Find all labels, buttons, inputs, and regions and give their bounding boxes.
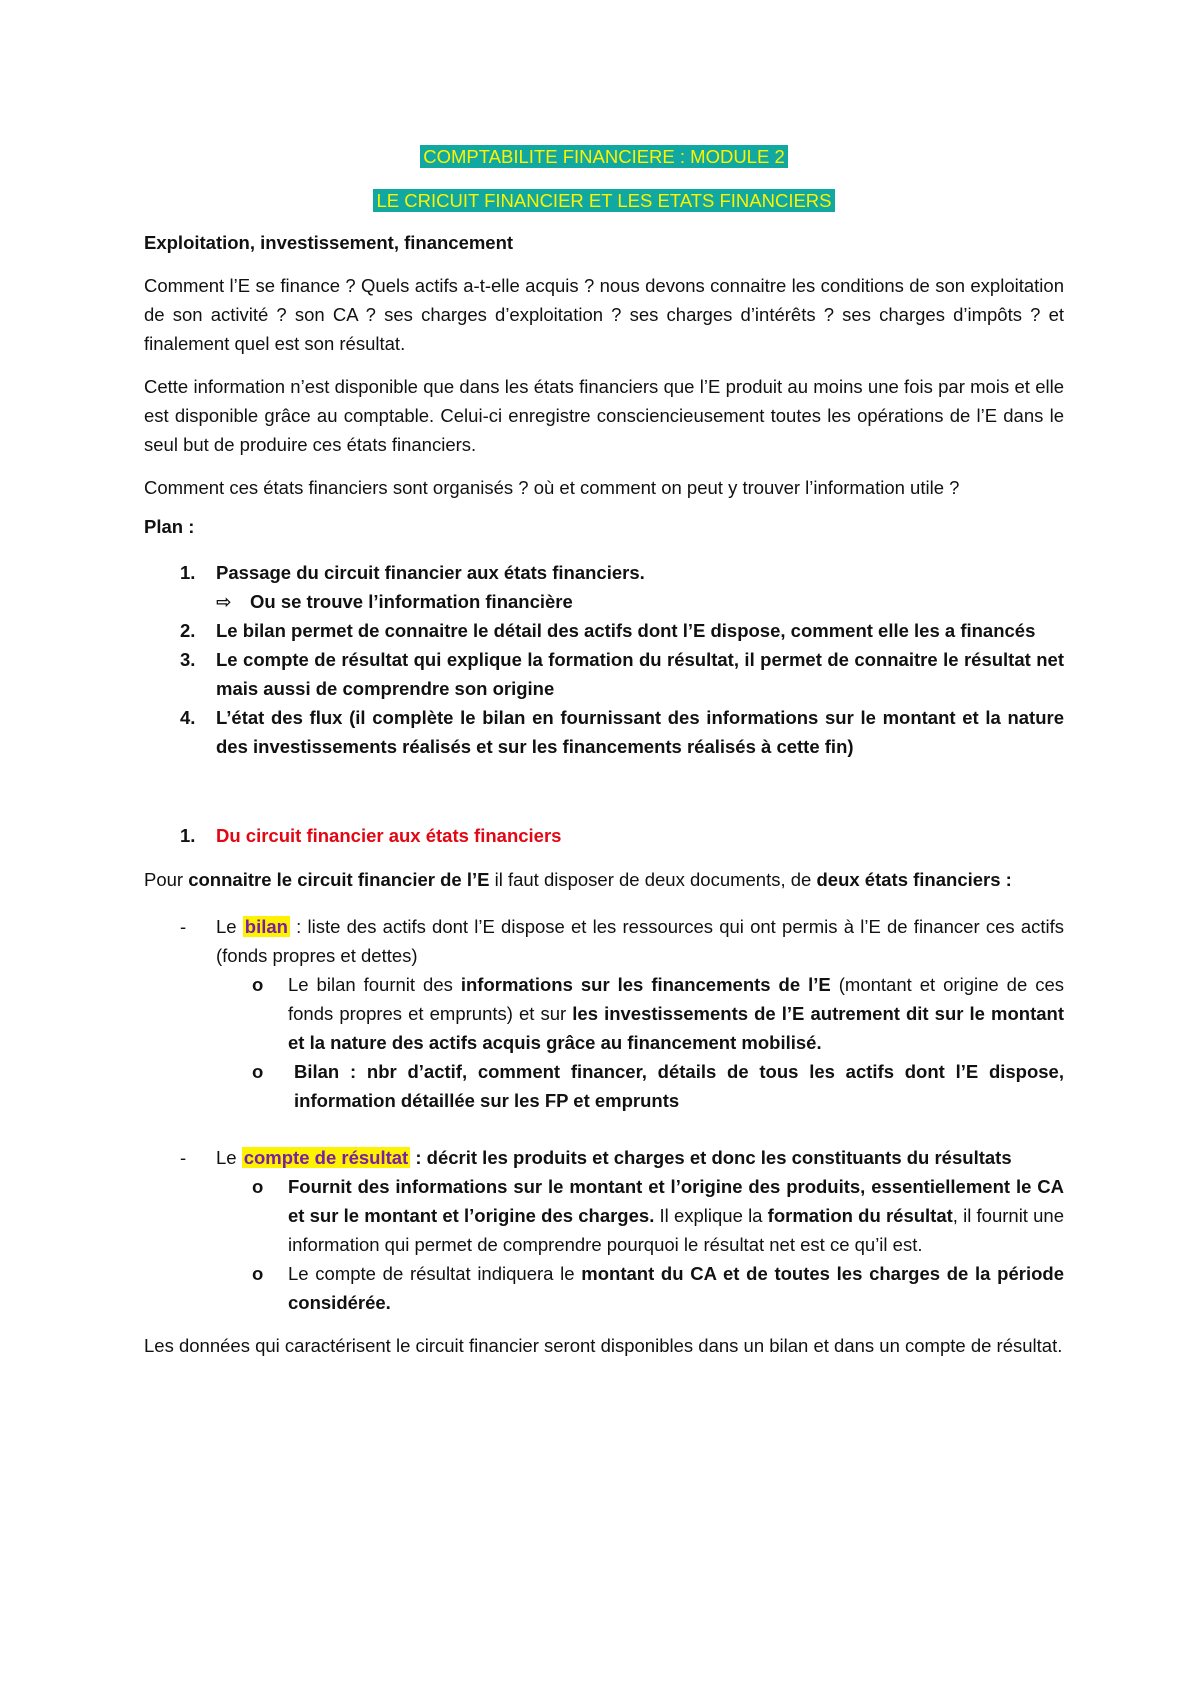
plan-item-1: 1. Passage du circuit financier aux états financiers. ⇨ Ou se trouve l’information financière bbox=[144, 558, 1064, 616]
bilan-subitem-2: o Bilan : nbr d’actif, comment financer, détails de tous les actifs dont l’E dispose, information détaillée sur les FP et emprunts bbox=[252, 1061, 1064, 1111]
document-body bbox=[144, 146, 1064, 1360]
compte-resultat-term: compte de résultat bbox=[243, 1147, 409, 1168]
compte-resultat-subitem-1: o Fournit des informations sur le montant et l’origine des produits, essentiellement le CA et sur le montant et l’origine des charges. Il explique la formation du résultat, il fournit une information qui permet de comprendre pourquoi le résultat net est ce qu’il est. bbox=[252, 1176, 1064, 1255]
title2-highlight: LE CRICUIT FINANCIER ET LES ETATS FINANCIERS bbox=[373, 189, 834, 212]
paragraph-2: Cette information n’est disponible que dans les états financiers que l’E produit au moins une fois par mois et elle est disponible grâce au comptable. Celui-ci enregistre consciencieusement toutes les opérations de l’E dans le seul but de produire ces états financiers. bbox=[144, 376, 1064, 455]
compte-resultat-item: - Le compte de résultat : décrit les produits et charges et donc les constituants du résultats bbox=[180, 1147, 1012, 1168]
plan-item-2: 2. Le bilan permet de connaitre le détail des actifs dont l’E dispose, comment elle les a financés bbox=[180, 620, 1036, 641]
arrow-icon: ⇨ bbox=[216, 591, 232, 612]
plan-item-4: 4. L’état des flux (il complète le bilan en fournissant des informations sur le montant et la nature des investissements réalisés et sur les financements réalisés à cette fin) bbox=[180, 707, 1064, 757]
plan-label: Plan : bbox=[144, 516, 195, 537]
paragraph-3: Comment ces états financiers sont organisés ? où et comment on peut y trouver l’information utile ? bbox=[144, 477, 960, 498]
bilan-subitem-1: o Le bilan fournit des informations sur les financements de l’E (montant et origine de ces fonds propres et emprunts) et sur les investissements de l’E autrement dit sur le montant et la nature des actifs acquis grâce au financement mobilisé. bbox=[252, 974, 1065, 1053]
bilan-item: - Le bilan : liste des actifs dont l’E dispose et les ressources qui ont permis à l’E de financer ces actifs (fonds propres et dettes) bbox=[180, 916, 1065, 966]
section-subtitle: Exploitation, investissement, financement bbox=[144, 232, 514, 253]
document-subtitle-heading bbox=[144, 190, 1064, 212]
bilan-term: bilan bbox=[244, 916, 288, 937]
section-1-heading: 1. Du circuit financier aux états financiers bbox=[180, 825, 562, 846]
intro-paragraph: Pour connaitre le circuit financier de l’E il faut disposer de deux documents, de deux états financiers : bbox=[144, 869, 1012, 890]
plan-list bbox=[144, 558, 1064, 761]
title-highlight: COMPTABILITE FINANCIERE : MODULE 2 bbox=[420, 145, 788, 168]
plan-item-3: 3. Le compte de résultat qui explique la formation du résultat, il permet de connaitre le résultat net mais aussi de comprendre son origine bbox=[180, 649, 1064, 699]
document-title bbox=[144, 146, 1064, 168]
compte-resultat-subitem-2: o Le compte de résultat indiquera le montant du CA et de toutes les charges de la période considérée. bbox=[252, 1263, 1065, 1313]
paragraph-1: Comment l’E se finance ? Quels actifs a-t-elle acquis ? nous devons connaitre les conditions de son exploitation de son activité ? son CA ? ses charges d’exploitation ? ses charges d’intérêts ? ses charges d’impôts ? et finalement quel est son résultat. bbox=[144, 275, 1064, 354]
conclusion-paragraph: Les données qui caractérisent le circuit financier seront disponibles dans un bilan et dans un compte de résultat. bbox=[144, 1335, 1063, 1356]
